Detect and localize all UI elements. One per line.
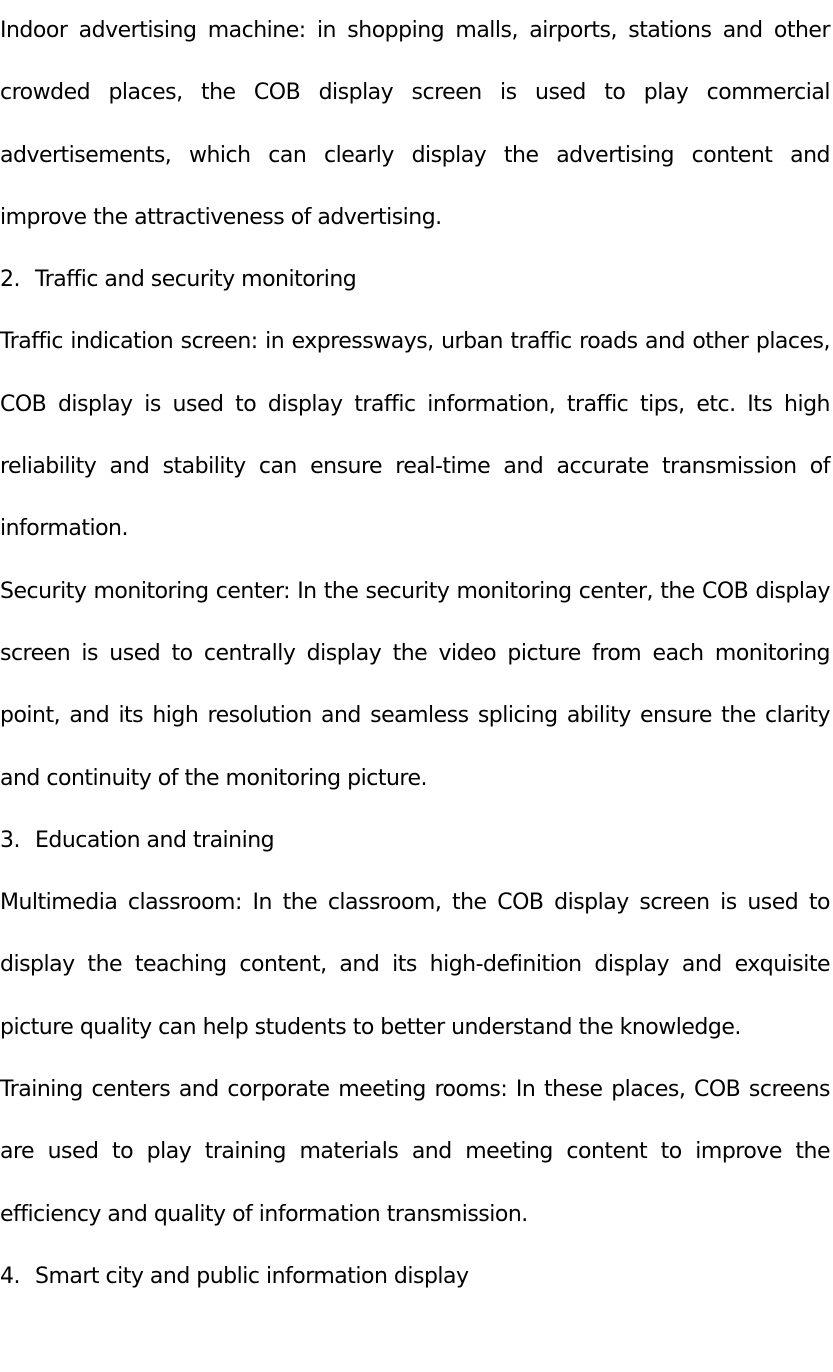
section-title: Education and training — [35, 827, 275, 853]
paragraph-security-monitoring: Security monitoring center: In the security monitoring center, the COB display screen is used to centrally display the video picture from each monitoring point, and its high resolution and seamless splicing ability ensure the clarity and continuity of the monitoring picture. — [0, 578, 830, 791]
paragraph-traffic-indication: Traffic indication screen: in expressways, urban traffic roads and other places, COB display is used to display traffic information, traffic tips, etc. Its high reliability and stability can ensure real-time and accurate transmission of information. — [0, 329, 830, 542]
section-heading-smart-city — [0, 1246, 830, 1308]
section-heading-education-training — [0, 810, 830, 872]
section-title: Traffic and security monitoring — [35, 267, 357, 293]
paragraph-indoor-advertising: Indoor advertising machine: in shopping malls, airports, stations and other crowded places, the COB display screen is used to play commercial advertisements, which can clearly display the advertising content and improve the attractiveness of advertising. — [0, 18, 830, 230]
paragraph-training-centers: Training centers and corporate meeting rooms: In these places, COB screens are used to play training materials and meeting content to improve the efficiency and quality of information transmission. — [0, 1077, 830, 1227]
paragraph-multimedia-classroom: Multimedia classroom: In the classroom, the COB display screen is used to display the teaching content, and its high-definition display and exquisite picture quality can help students to better understand the knowledge. — [0, 890, 830, 1040]
section-number: 2. — [0, 267, 20, 293]
section-number: 4. — [0, 1263, 20, 1289]
section-number: 3. — [0, 827, 20, 853]
section-heading-traffic-security — [0, 249, 830, 311]
section-title: Smart city and public information display — [35, 1263, 469, 1289]
